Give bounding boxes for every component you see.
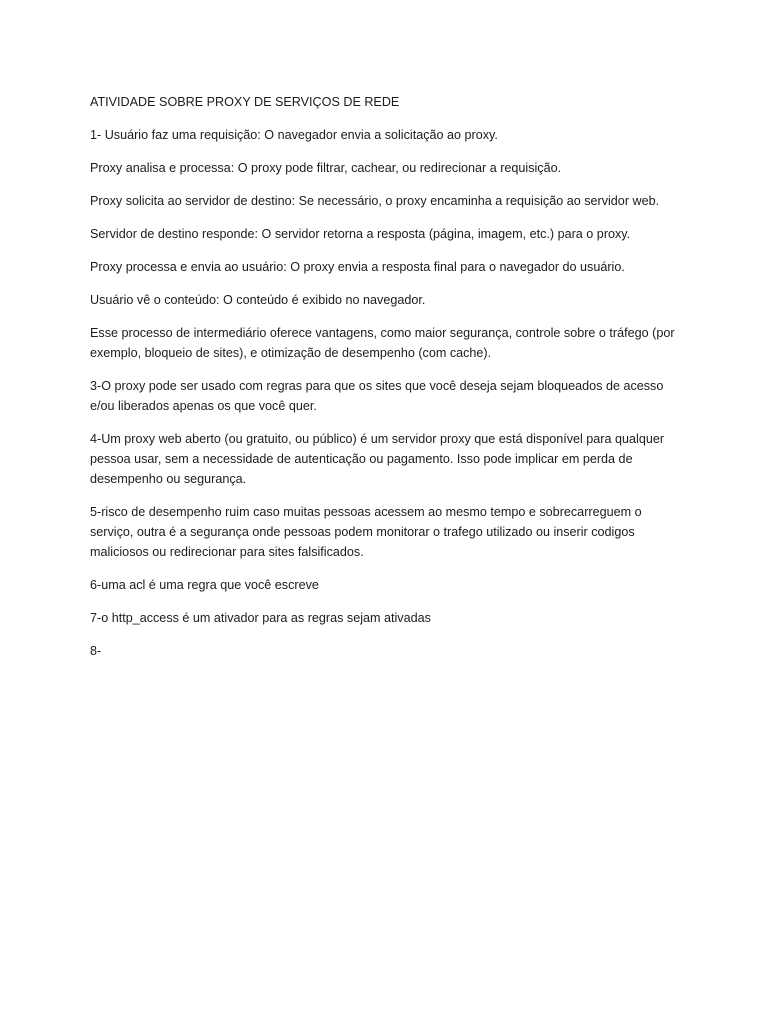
paragraph-answer-3: 3-O proxy pode ser usado com regras para que os sites que você deseja sejam bloqueados de acesso e/ou liberados apenas os que você quer. xyxy=(90,379,664,413)
paragraph-server-responds: Servidor de destino responde: O servidor retorna a resposta (página, imagem, etc.) para o proxy. xyxy=(90,227,631,241)
paragraph-answer-4: 4-Um proxy web aberto (ou gratuito, ou público) é um servidor proxy que está disponível para qualquer pessoa usar, sem a necessidade de autenticação ou pagamento. Isso pode implicar em perda de desempenho ou segurança. xyxy=(90,432,665,486)
paragraph-advantages: Esse processo de intermediário oferece vantagens, como maior segurança, controle sobre o tráfego (por exemplo, bloqueio de sites), e otimização de desempenho (com cache). xyxy=(90,326,675,360)
paragraph-proxy-sends-user: Proxy processa e envia ao usuário: O proxy envia a resposta final para o navegador do usuário. xyxy=(90,260,625,274)
paragraph-user-sees-content: Usuário vê o conteúdo: O conteúdo é exibido no navegador. xyxy=(90,293,426,307)
paragraph-answer-6: 6-uma acl é uma regra que você escreve xyxy=(90,578,319,592)
paragraph-step-1: 1- Usuário faz uma requisição: O navegador envia a solicitação ao proxy. xyxy=(90,128,498,142)
paragraph-proxy-requests-server: Proxy solicita ao servidor de destino: Se necessário, o proxy encaminha a requisição ao servidor web. xyxy=(90,194,660,208)
paragraph-answer-7: 7-o http_access é um ativador para as regras sejam ativadas xyxy=(90,611,431,625)
paragraph-answer-8: 8- xyxy=(90,644,102,658)
document-title: ATIVIDADE SOBRE PROXY DE SERVIÇOS DE REDE xyxy=(90,95,400,109)
paragraph-answer-5: 5-risco de desempenho ruim caso muitas pessoas acessem ao mesmo tempo e sobrecarreguem o serviço, outra é a segurança onde pessoas podem monitorar o trafego utilizado ou inserir codigos maliciosos ou redirecionar para sites falsificados. xyxy=(90,505,642,559)
paragraph-proxy-analyzes: Proxy analisa e processa: O proxy pode filtrar, cachear, ou redirecionar a requisição. xyxy=(90,161,562,175)
document-body xyxy=(90,92,680,674)
